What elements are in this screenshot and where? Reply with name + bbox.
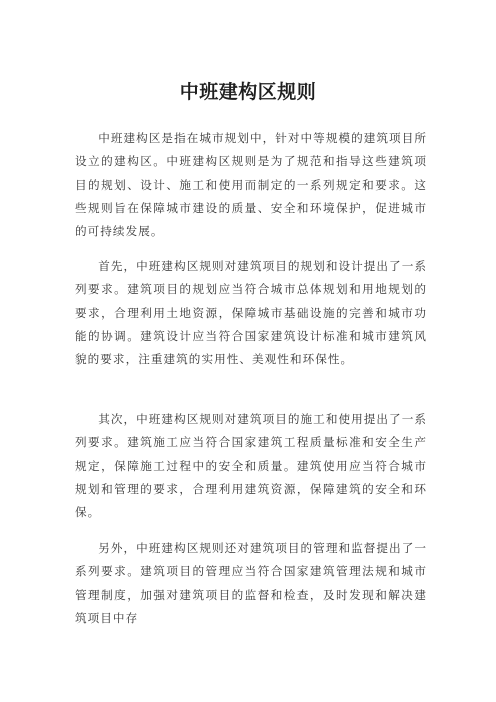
paragraph-management-supervision: 另外，中班建构区规则还对建筑项目的管理和监督提出了一系列要求。建筑项目的管理应当符合国家建筑管理法规和城市管理制度，加强对建筑项目的监督和检查，及时发现和解决建筑项目中存: [75, 541, 427, 625]
paragraph-construction-use: 其次，中班建构区规则对建筑项目的施工和使用提出了一系列要求。建筑施工应当符合国家建筑工程质量标准和安全生产规定，保障施工过程中的安全和质量。建筑使用应当符合城市规划和管理的要求，合理利用建筑资源，保障建筑的安全和环保。: [75, 412, 427, 520]
document-title: 中班建构区规则: [179, 81, 317, 103]
paragraph-planning-design: 首先，中班建构区规则对建筑项目的规划和设计提出了一系列要求。建筑项目的规划应当符合城市总体规划和用地规划的要求，合理利用土地资源，保障城市基础设施的完善和城市功能的协调。建筑设计应当符合国家建筑设计标准和城市建筑风貌的要求，注重建筑的实用性、美观性和环保性。: [75, 259, 427, 367]
paragraph-intro: 中班建构区是指在城市规划中，针对中等规模的建筑项目所设立的建构区。中班建构区规则是为了规范和指导这些建筑项目的规划、设计、施工和使用而制定的一系列规定和要求。这些规则旨在保障城市建设的质量、安全和环境保护，促进城市的可持续发展。: [75, 131, 427, 239]
